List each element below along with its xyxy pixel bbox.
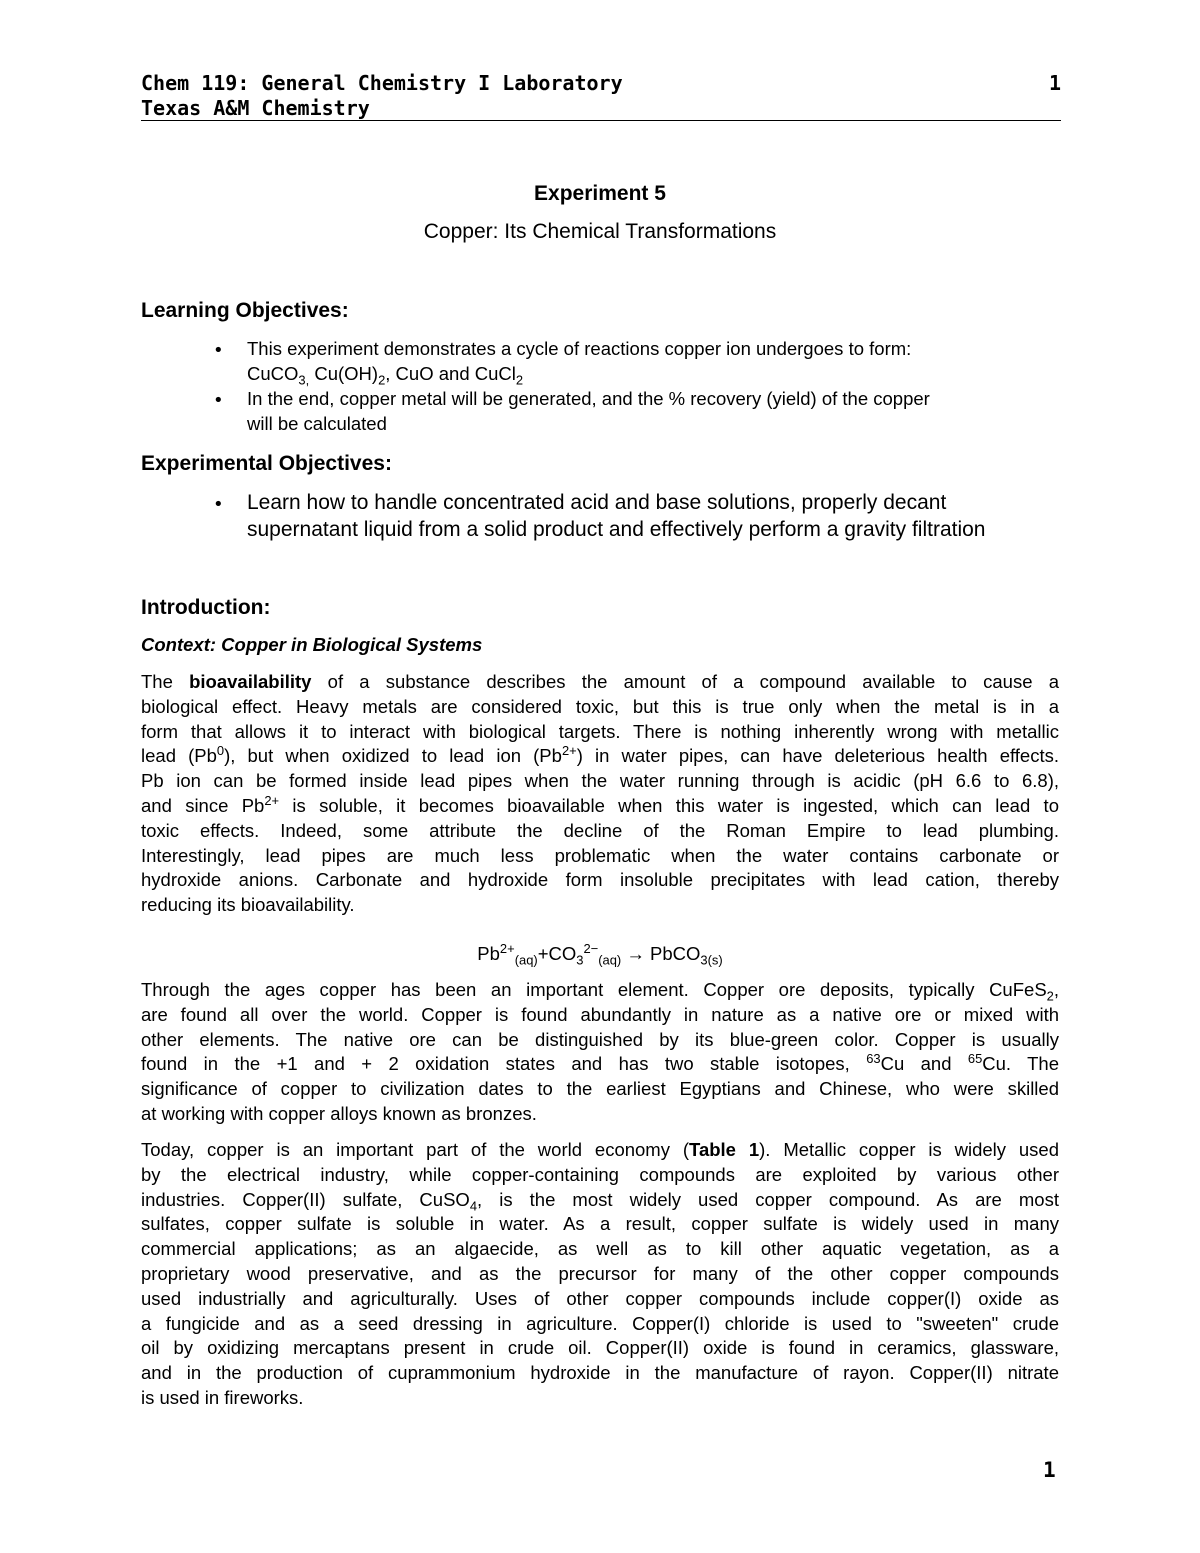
bullet-icon: • bbox=[213, 494, 224, 515]
text-line: toxic effects. Indeed, some attribute the decline of the Roman Empire to lead plumbing. bbox=[141, 819, 1059, 841]
text-line: hydroxide anions. Carbonate and hydroxide form insoluble precipitates with lead cation, thereby bbox=[141, 869, 1059, 891]
text-line: and in the production of cuprammonium hydroxide in the manufacture of rayon. Copper(II) nitrate bbox=[141, 1362, 1059, 1384]
context-subheading: Context: Copper in Biological Systems bbox=[141, 634, 483, 655]
paragraph-copper-economy bbox=[141, 1138, 1059, 1411]
text-line: significance of copper to civilization dates to the earliest Egyptians and Chinese, who were skilled bbox=[141, 1078, 1059, 1100]
text-line: oil by oxidizing mercaptans present in crude oil. Copper(II) oxide is found in ceramics, glassware, bbox=[141, 1337, 1059, 1359]
learning-objective-1-line-2 bbox=[247, 362, 523, 387]
bullet-icon: • bbox=[213, 340, 224, 361]
header-page-number: 1 bbox=[1048, 71, 1061, 95]
learning-objective-1-line-1: This experiment demonstrates a cycle of reactions copper ion undergoes to form: bbox=[247, 338, 912, 359]
text-line: The bioavailability of a substance describes the amount of a compound available to cause a bbox=[141, 671, 1059, 692]
header-rule bbox=[141, 120, 1061, 121]
experimental-objectives-heading: Experimental Objectives: bbox=[141, 452, 392, 475]
text-line: and since $Pb^{2+}$ is soluble, it becomes bioavailable when this water is ingested, which can lead to bbox=[141, 792, 1059, 816]
table-reference: Table 1 bbox=[689, 1139, 760, 1160]
text-line: other elements. The native ore can be distinguished by its blue-green color. Copper is usually bbox=[141, 1028, 1059, 1050]
text-line: by the electrical industry, while copper-containing compounds are exploited by various other bbox=[141, 1163, 1059, 1185]
text-line: form that allows it to interact with biological targets. There is nothing inherently wrong with metallic bbox=[141, 720, 1059, 742]
text-line: are found all over the world. Copper is found abundantly in nature as a native ore or mixed with bbox=[141, 1003, 1059, 1025]
running-header-department: Texas A&M Chemistry bbox=[141, 96, 370, 120]
text-line: proprietary wood preservative, and as the precursor for many of the other copper compounds bbox=[141, 1262, 1059, 1284]
learning-objective-2-line-2: will be calculated bbox=[247, 413, 387, 434]
text-line: biological effect. Heavy metals are considered toxic, but this is true only when the metal is in a bbox=[141, 695, 1059, 717]
text-line: a fungicide and as a seed dressing in agriculture. Copper(I) chloride is used to "sweeten" crude bbox=[141, 1312, 1059, 1334]
text-line: used industrially and agriculturally. Uses of other copper compounds include copper(I) oxide as bbox=[141, 1287, 1059, 1309]
learning-objective-2-line-1: In the end, copper metal will be generated, and the % recovery (yield) of the copper bbox=[247, 388, 930, 409]
experimental-objective-1-line-2: supernatant liquid from a solid product and effectively perform a gravity filtration bbox=[247, 518, 986, 541]
experimental-objective-1-line-1: Learn how to handle concentrated acid and base solutions, properly decant bbox=[247, 491, 947, 514]
experiment-subtitle: Copper: Its Chemical Transformations bbox=[423, 220, 777, 243]
bullet-icon: • bbox=[213, 390, 224, 411]
text-line: Interestingly, lead pipes are much less problematic when the water contains carbonate or bbox=[141, 844, 1059, 866]
text-line: is used in fireworks. bbox=[141, 1386, 304, 1408]
running-header-course bbox=[141, 71, 1061, 95]
text-line: Pb ion can be formed inside lead pipes when the water running through is acidic (pH 6.6 to 6.8), bbox=[141, 770, 1059, 792]
text-line: industries. Copper(II) sulfate, CuSO$_4$, is the most widely used copper compound. As are most bbox=[141, 1188, 1059, 1214]
footer-page-number: 1 bbox=[1043, 1458, 1056, 1482]
text-line: commercial applications; as an algaecide, as well as to kill other aquatic vegetation, as a bbox=[141, 1238, 1059, 1260]
text-line: at working with copper alloys known as bronzes. bbox=[141, 1102, 537, 1124]
text-line: found in the +1 and + 2 oxidation states and has two stable isotopes, $^{63}$Cu and $^{65}$Cu. The bbox=[141, 1051, 1060, 1075]
text-line: Through the ages copper has been an important element. Copper ore deposits, typically CuFeS$_2$, bbox=[141, 979, 1059, 1004]
text-line: lead (Pb$^0$), but when oxidized to lead ion $(Pb^{2+})$ in water pipes, can have deleterious health effects. bbox=[141, 743, 1060, 767]
paragraph-copper-history bbox=[141, 978, 1059, 1127]
paragraph-bioavailability bbox=[141, 670, 1059, 918]
course-title: Chem 119: General Chemistry I Laboratory bbox=[141, 71, 623, 95]
text-line: Today, copper is an important part of the world economy (Table 1). Metallic copper is widely used bbox=[141, 1139, 1059, 1160]
compound-list: CuCO$_{3,}$ $Cu(OH)_2$, CuO and CuCl$_2$ bbox=[247, 363, 524, 388]
text-line: sulfates, copper sulfate is soluble in water. As a result, copper sulfate is widely used in many bbox=[141, 1213, 1059, 1235]
experiment-title: Experiment 5 bbox=[534, 182, 666, 205]
introduction-heading: Introduction: bbox=[141, 596, 271, 619]
chemical-equation: $Pb^{2+}_{(aq)}+CO_3^{2-}_{(aq)}$ → PbCO$_{3(s)}$ bbox=[477, 940, 723, 968]
term-bioavailability: bioavailability bbox=[189, 671, 312, 692]
learning-objectives-heading: Learning Objectives: bbox=[141, 299, 349, 322]
text-line: reducing its bioavailability. bbox=[141, 894, 355, 916]
